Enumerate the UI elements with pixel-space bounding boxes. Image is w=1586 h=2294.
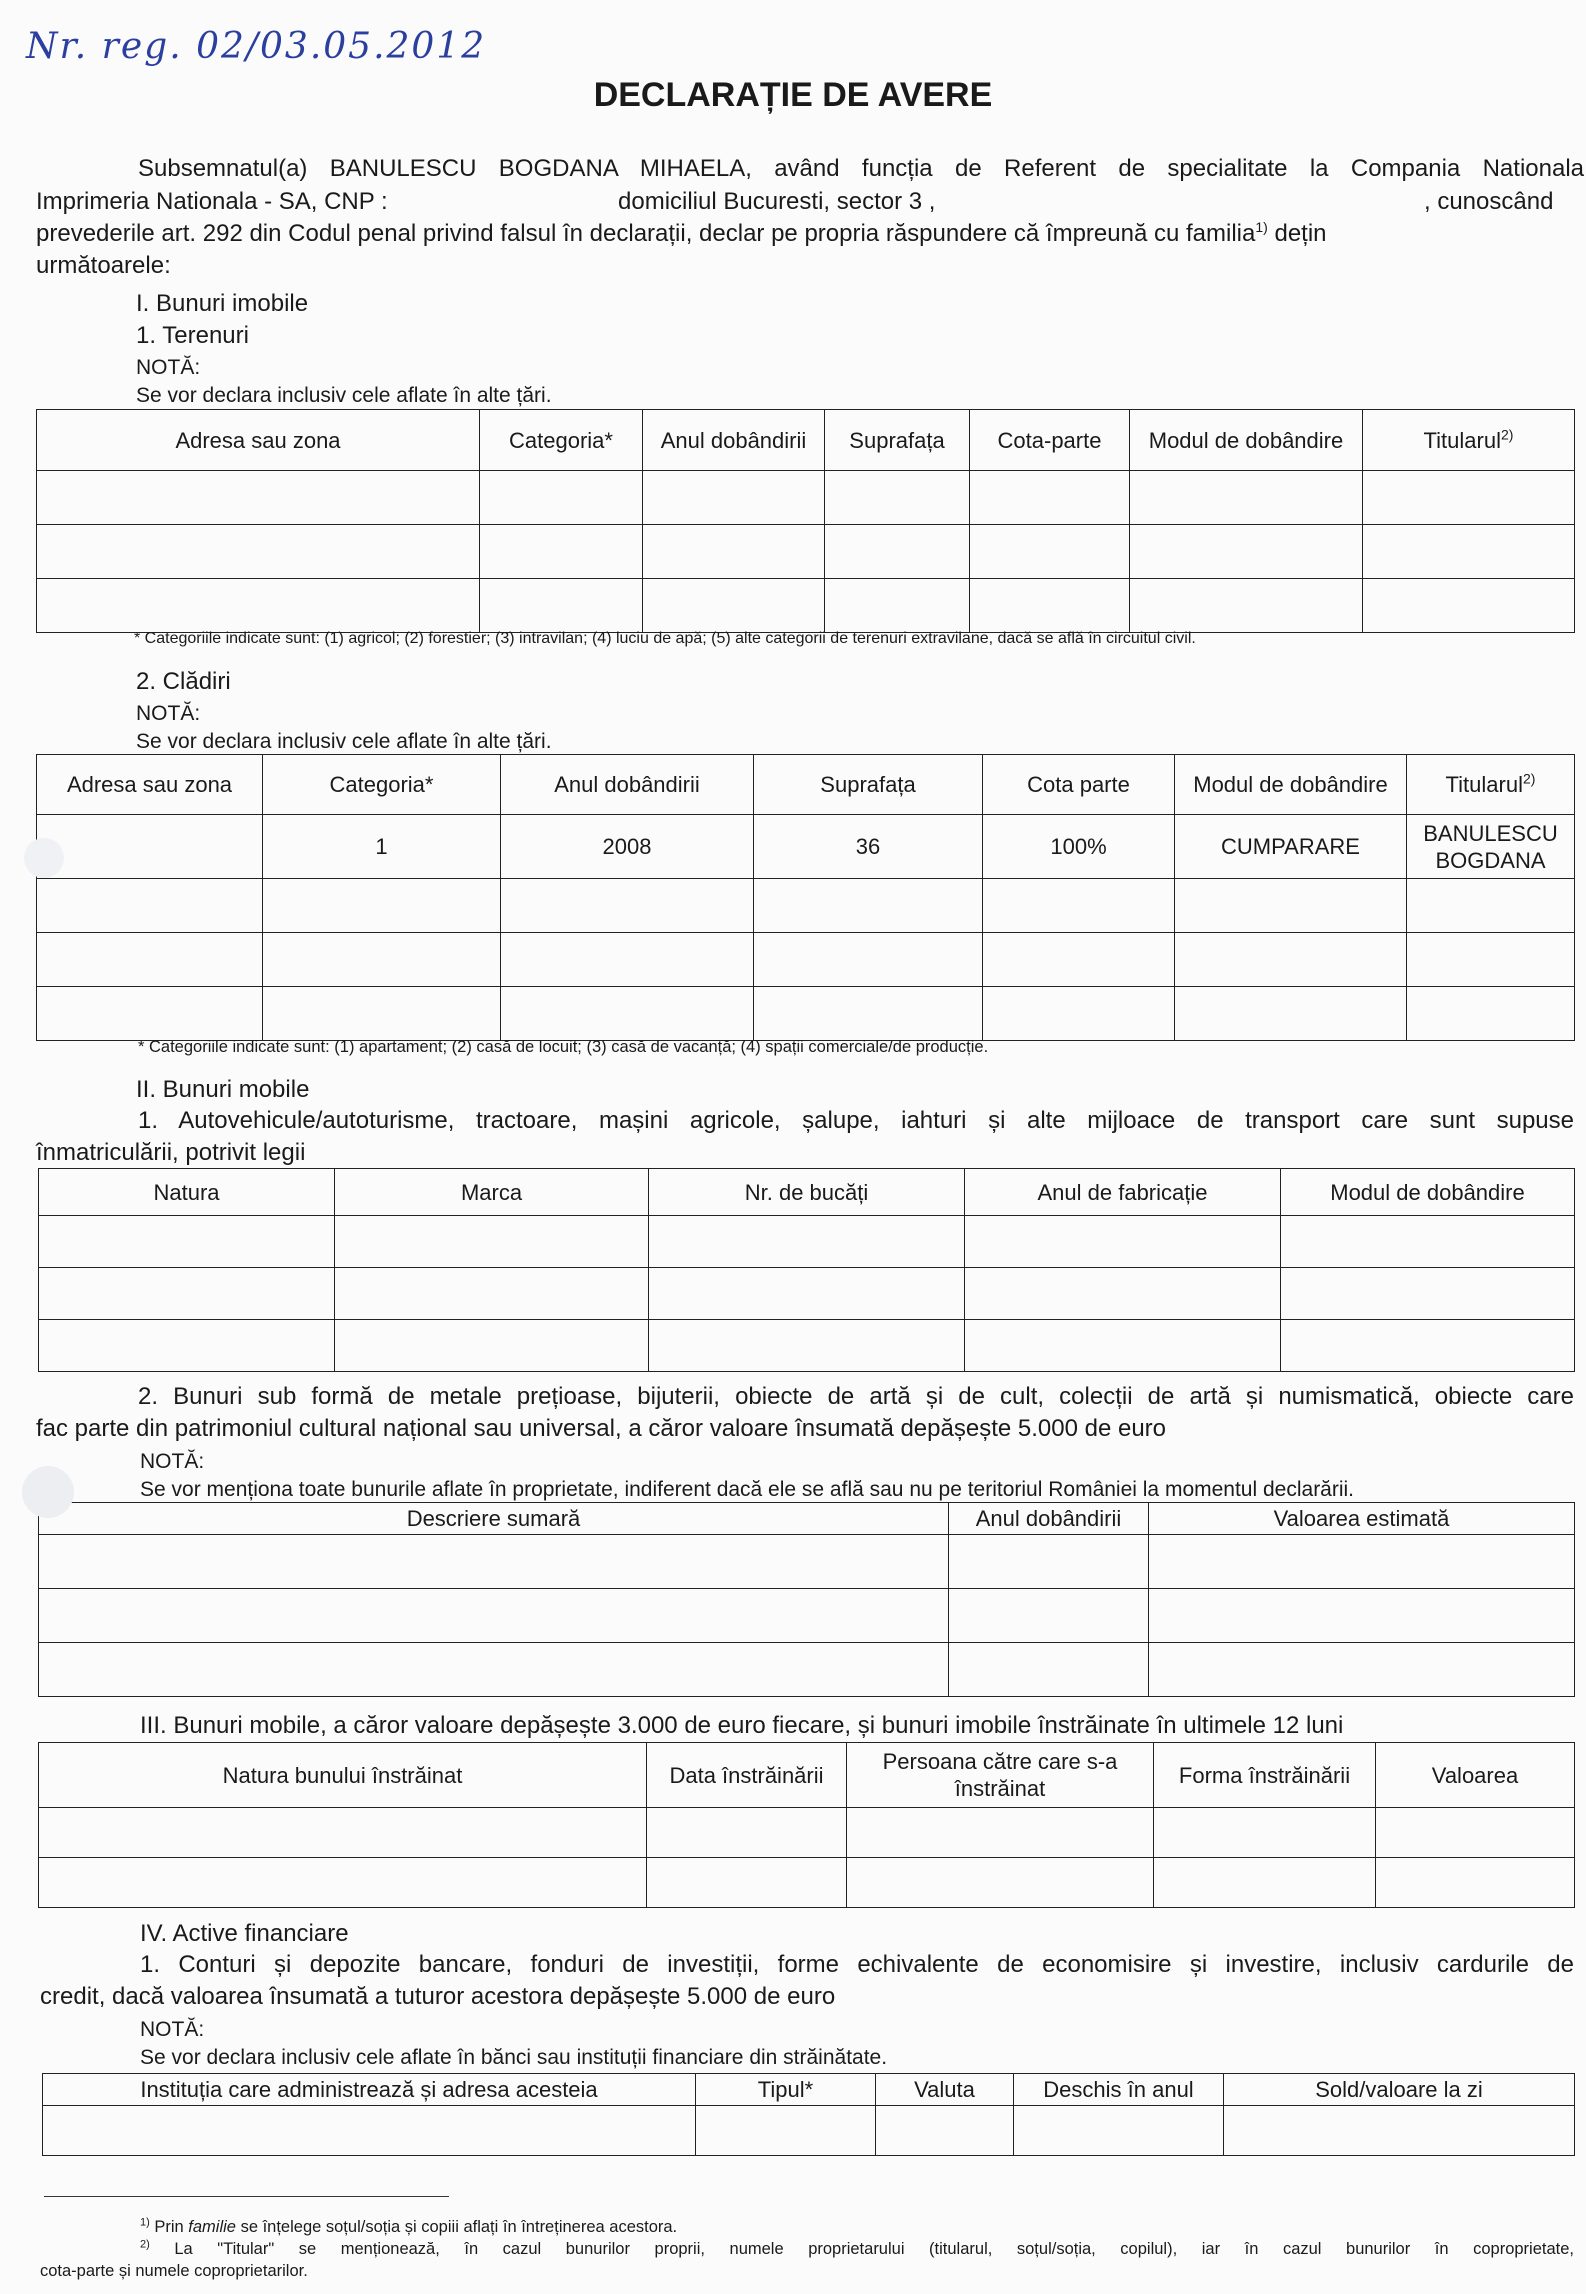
- column-header: Persoana către care s-a înstrăinat: [847, 1743, 1154, 1808]
- table-row: [37, 525, 1575, 579]
- column-header: Data înstrăinării: [647, 1743, 847, 1808]
- table-row: [37, 815, 1575, 879]
- column-header: Natura bunului înstrăinat: [39, 1743, 647, 1808]
- column-header: Suprafața: [754, 755, 983, 815]
- column-header: [1363, 410, 1575, 471]
- column-header: Anul dobândirii: [643, 410, 825, 471]
- intro-line-2a: Imprimeria Nationala - SA, CNP :: [36, 188, 388, 215]
- column-header: Anul dobândirii: [949, 1503, 1149, 1535]
- footnote-2-line2: cota-parte și numele coproprietarilor.: [40, 2262, 308, 2280]
- bunuri-pretioase-table: [38, 1502, 1575, 1697]
- nota-label: NOTĂ:: [140, 2018, 205, 2041]
- cell-anul: 2008: [501, 815, 754, 879]
- footnote-text: La "Titular" se menționează, în cazul bunurilor proprii, numele proprietarului (titularul, soțul/soția, copilul), iar în cazul bunurilor în coproprietate,: [149, 2240, 1574, 2258]
- terenuri-table: [36, 409, 1575, 633]
- table-header-row: [37, 755, 1575, 815]
- footnote-1: [140, 2218, 677, 2237]
- intro-line-3: [36, 218, 1327, 250]
- intro-line-1: Subsemnatul(a) BANULESCU BOGDANA MIHAELA, având funcția de Referent de specialitate la Compania Nationala: [138, 155, 1584, 182]
- column-header: Tipul*: [696, 2074, 876, 2106]
- table-row: [37, 471, 1575, 525]
- table-row: [37, 879, 1575, 933]
- handwritten-registration-number: Nr. reg. 02/03.05.2012: [26, 26, 487, 67]
- active-financiare-table: [42, 2073, 1575, 2156]
- table-row: [39, 1268, 1575, 1320]
- column-header: Natura: [39, 1169, 335, 1216]
- footnote-emphasis: familie: [188, 2218, 236, 2236]
- intro-line-2c: , cunoscând: [1424, 188, 1554, 215]
- section-2-p2-line1: 2. Bunuri sub formă de metale prețioase, bijuterii, obiecte de artă și de cult, colecții de artă și numismatică, obiecte care: [138, 1383, 1574, 1410]
- section-1-heading: I. Bunuri imobile: [136, 290, 309, 317]
- nota-text: Se vor declara inclusiv cele aflate în bănci sau instituții financiare din străinătate.: [140, 2046, 888, 2069]
- table-row: [37, 933, 1575, 987]
- column-header: Valoarea: [1376, 1743, 1575, 1808]
- nota-text: Se vor declara inclusiv cele aflate în alte țări.: [136, 384, 552, 407]
- table-row: [39, 1589, 1575, 1643]
- page-title: DECLARAȚIE DE AVERE: [593, 76, 993, 114]
- table-row: [37, 579, 1575, 633]
- section-4-p1-line1: 1. Conturi și depozite bancare, fonduri de investiții, forme echivalente de economisire și investire, inclusiv cardurile de: [140, 1951, 1574, 1978]
- footnote-divider: [44, 2196, 449, 2197]
- column-header: Suprafața: [825, 410, 970, 471]
- redacted-address: [37, 815, 263, 879]
- section-4-heading: IV. Active financiare: [140, 1920, 349, 1947]
- footnote-text: Prin: [149, 2218, 189, 2236]
- column-header: Categoria*: [480, 410, 643, 471]
- table-header-row: [43, 2074, 1575, 2106]
- section-2-p2-line2: fac parte din patrimoniul cultural național sau universal, a căror valoare însumată depășește 5.000 de euro: [36, 1415, 1167, 1442]
- column-header: Nr. de bucăți: [649, 1169, 965, 1216]
- titular-label: Titularul: [1445, 772, 1523, 797]
- section-3-heading: III. Bunuri mobile, a căror valoare depășește 3.000 de euro fiecare, și bunuri imobile înstrăinate în ultimele 12 luni: [140, 1712, 1344, 1739]
- column-header: Adresa sau zona: [37, 755, 263, 815]
- table-header-row: [39, 1503, 1575, 1535]
- column-header: Modul de dobândire: [1175, 755, 1407, 815]
- table-header-row: [37, 410, 1575, 471]
- footnote-marker: 2): [140, 2238, 150, 2251]
- table-header-row: [39, 1169, 1575, 1216]
- table-row: [39, 1216, 1575, 1268]
- table-row: [39, 1858, 1575, 1908]
- column-header: Modul de dobândire: [1281, 1169, 1575, 1216]
- footnote-ref-2: 2): [1522, 770, 1536, 787]
- nota-text: Se vor declara inclusiv cele aflate în alte țări.: [136, 730, 552, 753]
- footnote-ref-1: 1): [1255, 219, 1268, 235]
- scan-artifact: [22, 1466, 74, 1518]
- intro-line-2b: domiciliul Bucuresti, sector 3 ,: [618, 188, 936, 215]
- table-row: [43, 2106, 1575, 2156]
- column-header: Adresa sau zona: [37, 410, 480, 471]
- terenuri-footnote: * Categoriile indicate sunt: (1) agricol; (2) forestier; (3) intravilan; (4) luciu de apă; (5) alte categorii de terenuri extravilane, dacă se află în circuitul civil.: [134, 630, 1196, 647]
- column-header: Valoarea estimată: [1149, 1503, 1575, 1535]
- column-header: Marca: [335, 1169, 649, 1216]
- intro-line-3-end: dețin: [1267, 220, 1327, 247]
- column-header: Anul dobândirii: [501, 755, 754, 815]
- cladiri-table: [36, 754, 1575, 1041]
- nota-text: Se vor menționa toate bunurile aflate în proprietate, indiferent dacă ele se află sau nu pe teritoriul României la momentul declarării.: [140, 1478, 1355, 1501]
- section-2-p1-line1: 1. Autovehicule/autoturisme, tractoare, mașini agricole, șalupe, iahturi și alte mijloace de transport care sunt supuse: [138, 1107, 1574, 1134]
- column-header: Descriere sumară: [39, 1503, 949, 1535]
- footnote-marker: 1): [140, 2216, 150, 2229]
- cell-cota: 100%: [983, 815, 1175, 879]
- table-header-row: [39, 1743, 1575, 1808]
- column-header: Sold/valoare la zi: [1224, 2074, 1575, 2106]
- intro-line-4: următoarele:: [36, 252, 171, 279]
- column-header: Anul de fabricație: [965, 1169, 1281, 1216]
- column-header: Instituția care administrează și adresa acesteia: [43, 2074, 696, 2106]
- bunuri-instrainate-table: [38, 1742, 1575, 1908]
- column-header: Cota-parte: [970, 410, 1130, 471]
- nota-label: NOTĂ:: [136, 356, 201, 379]
- footnote-2-line1: [140, 2240, 1574, 2259]
- nota-label: NOTĂ:: [136, 702, 201, 725]
- section-2-heading: II. Bunuri mobile: [136, 1076, 310, 1103]
- table-row: [37, 987, 1575, 1041]
- column-header: Categoria*: [263, 755, 501, 815]
- column-header: Valuta: [876, 2074, 1014, 2106]
- cell-suprafata: 36: [754, 815, 983, 879]
- scan-artifact: [24, 838, 64, 878]
- footnote-text: se înțelege soțul/soția și copiii aflați în întreținerea acestora.: [235, 2218, 678, 2236]
- titular-label: Titularul: [1423, 427, 1501, 453]
- vehicule-table: [38, 1168, 1575, 1372]
- cell-modul: CUMPARARE: [1175, 815, 1407, 879]
- cladiri-footnote: * Categoriile indicate sunt: (1) apartament; (2) casă de locuit; (3) casă de vacanță; (4) spații comerciale/de producție.: [138, 1038, 989, 1056]
- column-header: Forma înstrăinării: [1154, 1743, 1376, 1808]
- table-row: [39, 1643, 1575, 1697]
- column-header: Deschis în anul: [1014, 2074, 1224, 2106]
- subsection-cladiri: 2. Clădiri: [136, 668, 231, 695]
- subsection-terenuri: 1. Terenuri: [136, 322, 249, 349]
- column-header: Modul de dobândire: [1130, 410, 1363, 471]
- cell-titular: BANULESCU BOGDANA: [1407, 815, 1575, 879]
- table-row: [39, 1808, 1575, 1858]
- intro-line-3-text: prevederile art. 292 din Codul penal privind falsul în declarații, declar pe propria răspundere că împreună cu familia: [36, 220, 1256, 247]
- section-2-p1-line2: înmatriculării, potrivit legii: [36, 1139, 306, 1166]
- nota-label: NOTĂ:: [140, 1450, 205, 1473]
- cell-categoria: 1: [263, 815, 501, 879]
- table-row: [39, 1320, 1575, 1372]
- footnote-ref-2: 2): [1500, 426, 1514, 443]
- table-row: [39, 1535, 1575, 1589]
- section-4-p1-line2: credit, dacă valoarea însumată a tuturor acestora depășește 5.000 de euro: [40, 1983, 836, 2010]
- column-header: [1407, 755, 1575, 815]
- column-header: Cota parte: [983, 755, 1175, 815]
